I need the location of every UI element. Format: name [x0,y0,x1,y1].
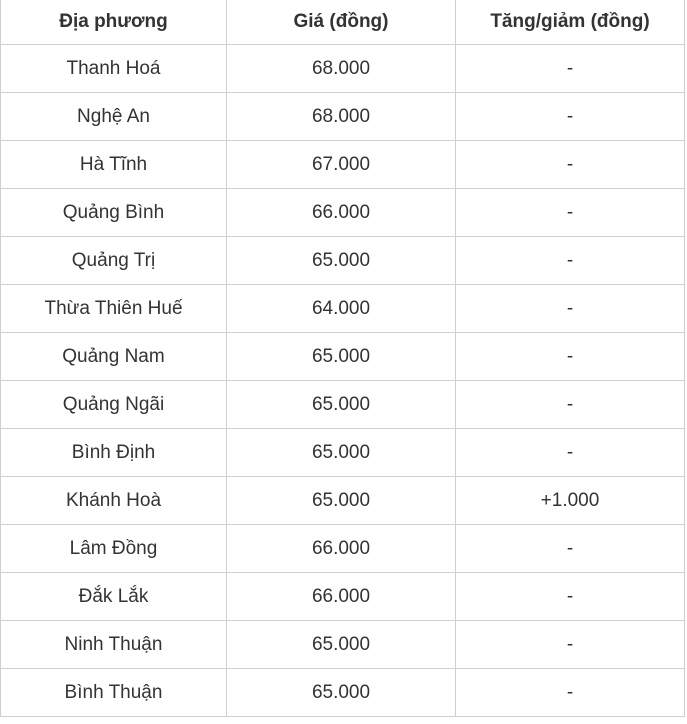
table-row [1,237,685,285]
location-cell: Quảng Trị [1,237,227,285]
table-header [1,0,685,45]
change-cell: - [456,621,685,669]
header-location: Địa phương [1,0,227,45]
table-row [1,45,685,93]
price-cell: 66.000 [227,573,456,621]
location-cell: Thanh Hoá [1,45,227,93]
header-price: Giá (đồng) [227,0,456,45]
table-row [1,429,685,477]
table-row [1,141,685,189]
table-row [1,189,685,237]
change-cell: - [456,93,685,141]
change-cell: - [456,573,685,621]
change-cell: +1.000 [456,477,685,525]
price-cell: 67.000 [227,141,456,189]
location-cell: Lâm Đồng [1,525,227,573]
price-cell: 65.000 [227,669,456,717]
change-cell: - [456,669,685,717]
price-cell: 68.000 [227,45,456,93]
location-cell: Thừa Thiên Huế [1,285,227,333]
change-cell: - [456,333,685,381]
price-cell: 64.000 [227,285,456,333]
change-cell: - [456,189,685,237]
table-row [1,381,685,429]
location-cell: Quảng Bình [1,189,227,237]
location-cell: Nghệ An [1,93,227,141]
location-cell: Đắk Lắk [1,573,227,621]
table-row [1,285,685,333]
price-cell: 65.000 [227,429,456,477]
price-cell: 65.000 [227,381,456,429]
change-cell: - [456,285,685,333]
table-row [1,93,685,141]
change-cell: - [456,381,685,429]
price-cell: 65.000 [227,621,456,669]
price-cell: 65.000 [227,237,456,285]
table-body [1,45,685,717]
price-cell: 66.000 [227,525,456,573]
location-cell: Khánh Hoà [1,477,227,525]
price-cell: 66.000 [227,189,456,237]
change-cell: - [456,45,685,93]
table-row [1,525,685,573]
table-row [1,669,685,717]
location-cell: Bình Thuận [1,669,227,717]
price-cell: 68.000 [227,93,456,141]
location-cell: Hà Tĩnh [1,141,227,189]
header-row [1,0,685,45]
location-cell: Ninh Thuận [1,621,227,669]
change-cell: - [456,141,685,189]
location-cell: Quảng Ngãi [1,381,227,429]
table-row [1,573,685,621]
location-cell: Bình Định [1,429,227,477]
change-cell: - [456,237,685,285]
change-cell: - [456,525,685,573]
header-change: Tăng/giảm (đồng) [456,0,685,45]
change-cell: - [456,429,685,477]
location-cell: Quảng Nam [1,333,227,381]
table-row [1,477,685,525]
table-row [1,621,685,669]
table-row [1,333,685,381]
price-cell: 65.000 [227,333,456,381]
price-cell: 65.000 [227,477,456,525]
